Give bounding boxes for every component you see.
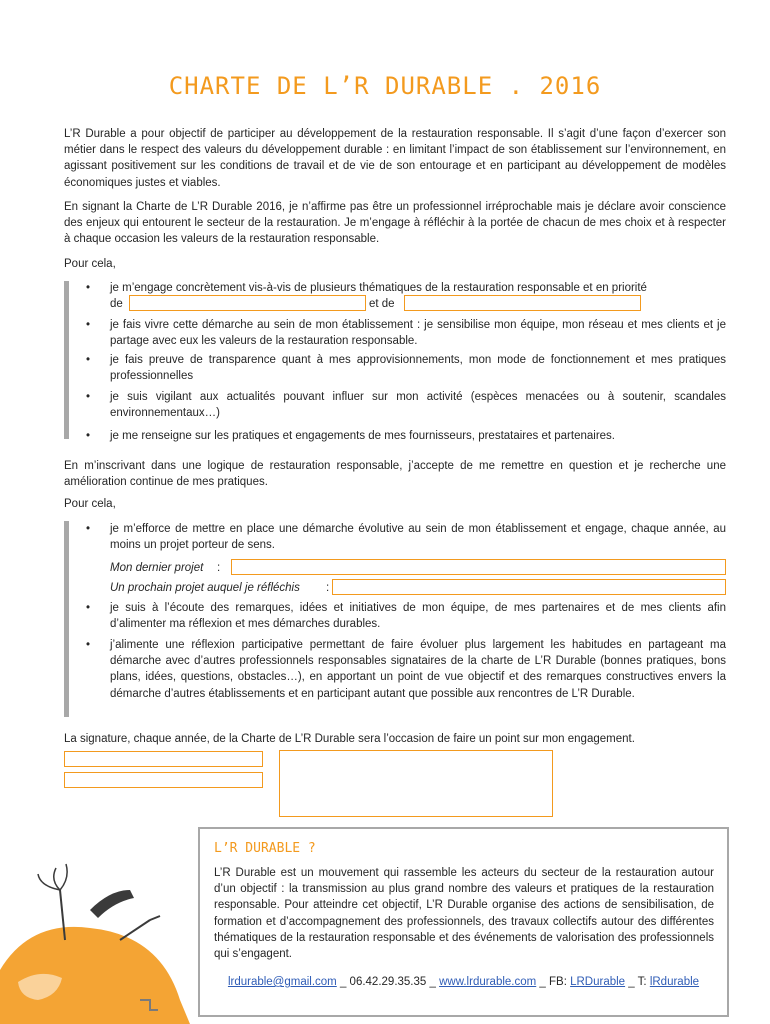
bullet-icon: •: [86, 523, 91, 535]
bullet-text: je suis vigilant aux actualités pouvant influer sur mon activité (espèces menacées ou à soutenir, scandales environnementaux…): [110, 391, 726, 420]
email-link[interactable]: lrdurable@gmail.com: [227, 976, 337, 988]
facebook-label: _ FB:: [536, 976, 571, 988]
next-project-field[interactable]: [332, 579, 726, 595]
facebook-link[interactable]: LRDurable: [570, 976, 626, 988]
bullet-text: je me renseigne sur les pratiques et engagements de mes fournisseurs, prestataires et partenaires.: [110, 430, 615, 442]
orange-globe-shape: [0, 927, 190, 1024]
signing-paragraph: En signant la Charte de L’R Durable 2016, je n’affirme pas être un professionnel irréprochable mais je déclare avoir conscience des enjeux qui entourent le secteur de la restauration. Je m’engage à réfléchir à la portée de chacun de mes choix et à respecter à chaque occasion les valeurs de la restauration responsable.: [64, 201, 726, 246]
phone-text: _ 06.42.29.35.35 _: [336, 976, 440, 988]
last-project-separator: :: [217, 562, 221, 574]
pour-cela-2: Pour cela,: [64, 498, 116, 510]
signature-field[interactable]: [279, 750, 553, 817]
twitter-link[interactable]: lRdurable: [649, 976, 700, 988]
next-project-separator: :: [326, 582, 330, 594]
fish-icon: [90, 890, 134, 918]
website-link[interactable]: www.lrdurable.com: [439, 976, 537, 988]
bullet-icon: •: [86, 639, 91, 651]
bullet-icon: •: [86, 282, 91, 294]
bullet-text: je m’efforce de mettre en place une démarche évolutive au sein de mon établissement et engage, chaque année, au moins un projet porteur de sens.: [110, 523, 726, 552]
priority-et-de-label: et de: [369, 298, 395, 310]
priority-theme-2-field[interactable]: [404, 295, 641, 311]
bullet-text: j’alimente une réflexion participative permettant de faire évoluer plus largement les habitudes en partageant ma démarche avec d’autres professionnels responsables signataires de la charte de L’R Durable (bonnes pratiques, bons plans, idées, questions, obstacles…), en apportant un point de vue objectif et des remarques constructives envers la démarche d’autres établissements et en participant autant que possible aux rencontres de L’R Durable.: [110, 639, 726, 700]
signature-date-field[interactable]: [64, 772, 263, 788]
bullet-icon: •: [86, 354, 91, 366]
last-project-field[interactable]: [231, 559, 726, 575]
intro-paragraph: L’R Durable a pour objectif de participer au développement de la restauration responsable. Il s’agit d’une façon d’exercer son métier dans le respect des valeurs du développement durable : en limitant l’impact de son établissement sur l’environnement, en agissant positivement sur les conditions de travail et de vie de son entourage et en participant au développement de modèles économiques justes et viables.: [64, 128, 726, 189]
bullet-icon: •: [86, 430, 91, 442]
improvement-paragraph: En m’inscrivant dans une logique de restauration responsable, j’accepte de me remettre en question et je recherche une amélioration continue de mes pratiques.: [64, 460, 726, 489]
bullet-text: je fais preuve de transparence quant à mes approvisionnements, mon mode de fonctionnement et mes pratiques professionnelles: [110, 354, 726, 383]
carrot-leaves: [38, 864, 67, 890]
signer-name-field[interactable]: [64, 751, 263, 767]
bullet-text: je fais vivre cette démarche au sein de mon établissement : je sensibilise mon équipe, mon réseau et mes clients et je partage avec eux les valeurs de la restauration responsable.: [110, 319, 726, 348]
priority-theme-1-field[interactable]: [129, 295, 366, 311]
twitter-label: _ T:: [625, 976, 650, 988]
info-box-title: L’R DURABLE ?: [214, 841, 316, 856]
pour-cela-1: Pour cela,: [64, 258, 116, 270]
section2-bar: [64, 521, 69, 717]
bullet-text: je suis à l’écoute des remarques, idées et initiatives de mon équipe, de mes partenaires et de mes clients afin d’alimenter ma réflexion et mes démarches durables.: [110, 602, 726, 631]
signature-paragraph: La signature, chaque année, de la Charte de L’R Durable sera l’occasion de faire un point sur mon engagement.: [64, 733, 635, 745]
last-project-label: Mon dernier projet: [110, 562, 204, 574]
priority-de-label: de: [110, 298, 123, 310]
contact-line: [200, 974, 727, 990]
bullet-text: je m’engage concrètement vis-à-vis de plusieurs thématiques de la restauration responsable et en priorité: [110, 282, 647, 294]
bullet-icon: •: [86, 319, 91, 331]
page-title: CHARTE DE L’R DURABLE . 2016: [168, 72, 602, 100]
info-box: [198, 827, 729, 1017]
fork-icon: [120, 916, 160, 940]
next-project-label: Un prochain projet auquel je réfléchis: [110, 582, 300, 594]
bullet-icon: •: [86, 391, 91, 403]
section1-bar: [64, 281, 69, 439]
bullet-icon: •: [86, 602, 91, 614]
info-box-text: L’R Durable est un mouvement qui rassemble les acteurs du secteur de la restauration autour d’un objectif : la transmission au plus grand nombre des valeurs et pratiques de la restauration responsable. Pour atteindre cet objectif, L’R Durable organise des actions de sensibilisation, de formation et d’accompagnement des professionnels, des travaux collectifs autour des différentes thématiques de la restauration responsable et des événements de valorisation des professionnels qui s’engagent.: [214, 867, 714, 961]
sustainable-food-illustration: [0, 850, 200, 1024]
